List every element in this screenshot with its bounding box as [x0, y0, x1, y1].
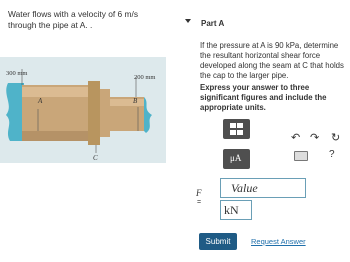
collapse-caret-icon[interactable]	[185, 19, 191, 23]
question-text: If the pressure at A is 90 kPa, determine the resultant horizontal shear force developed along the seam at C that holds the cap to the larger pipe.	[200, 41, 344, 80]
request-answer-link[interactable]: Request Answer	[251, 237, 306, 246]
problem-statement	[8, 9, 176, 31]
pipe-figure	[0, 57, 166, 163]
keyboard-icon[interactable]	[294, 151, 308, 161]
units-button[interactable]	[223, 149, 250, 169]
water-outflow	[144, 97, 152, 133]
answer-toolbar	[216, 118, 350, 180]
help-button[interactable]: ?	[329, 149, 335, 160]
problem-statement-line-1: Water flows with a velocity of 6 m/s	[8, 9, 139, 19]
reset-icon[interactable]: ↻	[331, 132, 341, 144]
undo-icon[interactable]: ↶	[291, 132, 301, 144]
answer-instructions: Express your answer to three significant figures and include the appropriate units.	[200, 83, 327, 112]
redo-icon[interactable]: ↷	[310, 132, 320, 144]
label-b: B	[133, 97, 138, 105]
cap-flange	[88, 81, 100, 145]
label-a: A	[38, 97, 43, 105]
water-inflow	[6, 83, 24, 141]
units-label: μA	[230, 153, 242, 163]
templates-button[interactable]	[223, 119, 250, 139]
cap-reducer	[100, 89, 110, 137]
unit-value: kN	[224, 203, 239, 217]
answer-variable: F	[196, 188, 202, 198]
unit-input[interactable]	[220, 200, 252, 220]
dimension-200mm: 200 mm	[134, 74, 156, 81]
matrix-template-icon	[223, 119, 250, 139]
value-placeholder: Value	[231, 181, 258, 195]
submit-button[interactable]: Submit	[199, 233, 237, 250]
answer-equals: =	[197, 199, 202, 206]
value-input[interactable]	[220, 178, 306, 198]
label-c: C	[93, 154, 98, 162]
part-a-panel	[180, 0, 350, 262]
problem-statement-line-2: through the pipe at A. .	[8, 20, 93, 30]
dimension-300mm: 300 mm	[6, 70, 28, 77]
part-title: Part A	[201, 19, 225, 28]
part-a-header[interactable]	[180, 8, 350, 26]
